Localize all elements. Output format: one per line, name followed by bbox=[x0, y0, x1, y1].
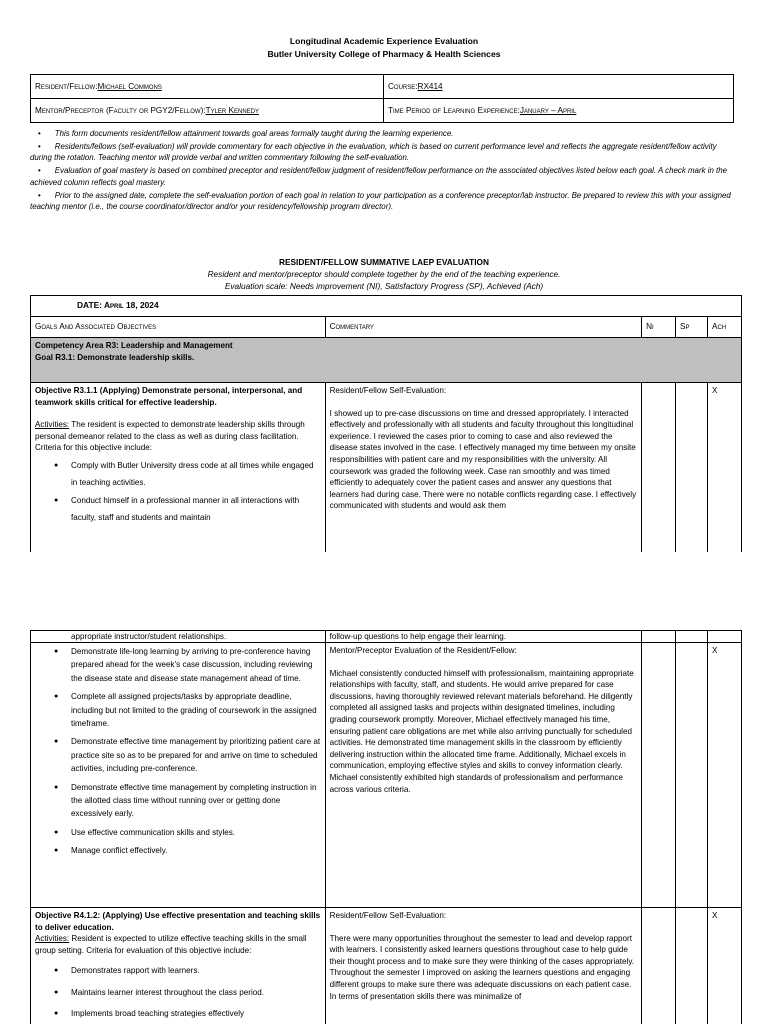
criteria-item: ● Manage conflict effectively. bbox=[35, 844, 321, 857]
criteria-list bbox=[35, 457, 321, 527]
ni-cell bbox=[642, 631, 676, 643]
goal-title: Goal R3.1: Demonstrate leadership skills. bbox=[35, 352, 195, 362]
continued-criteria-cell bbox=[31, 631, 326, 643]
objective-2-activities bbox=[35, 933, 321, 956]
course-cell bbox=[384, 75, 734, 99]
mentor-cell bbox=[31, 99, 384, 123]
activities-text: Resident is expected to utilize effective teaching skills in the small group setting. Criteria for evaluation of this objective include: bbox=[35, 934, 307, 955]
period-value: January – April bbox=[519, 106, 577, 115]
ni-cell bbox=[642, 643, 676, 908]
criteria-item: ● Complete all assigned projects/tasks by appropriate deadline, including but not limited to the grading of coursework in the assigned timeframe. bbox=[35, 690, 321, 730]
self-eval-label: Resident/Fellow Self-Evaluation: bbox=[329, 386, 447, 395]
mentor-value: Tyler Kennedy bbox=[205, 106, 260, 115]
continued-self-eval-cell bbox=[325, 631, 642, 643]
achieved-mark: X bbox=[711, 386, 718, 395]
header-ni-label: Ni bbox=[646, 322, 654, 332]
page-two bbox=[0, 630, 768, 1024]
self-eval-cell bbox=[325, 383, 641, 553]
course-label: Course: bbox=[388, 82, 418, 91]
criteria-item: ● Demonstrate life-long learning by arriving to pre-conference having prepared ahead for the week’s case discussion, including reviewing the disease state and disease state management ahead of time. bbox=[35, 645, 321, 685]
criteria-list-2 bbox=[35, 959, 321, 1024]
competency-title: Competency Area R3: Leadership and Management bbox=[35, 341, 233, 350]
header-commentary bbox=[325, 317, 641, 338]
criteria-item: ● Conduct himself in a professional manner in all interactions with faculty, staff and students and maintain bbox=[35, 492, 321, 527]
header-goals bbox=[31, 317, 326, 338]
period-cell bbox=[384, 99, 734, 123]
mentor-label: Mentor/Preceptor (Faculty or PGY2/Fellow): bbox=[35, 106, 206, 115]
ach-cell bbox=[708, 908, 742, 1024]
header-ni bbox=[642, 317, 676, 338]
activities-label: Activities: bbox=[35, 420, 70, 430]
note-item: • Evaluation of goal mastery is based on combined preceptor and resident/fellow judgment of resident/fellow performance on the associated objectives listed below each goal. A check mark in the achieved column reflects goal mastery. bbox=[30, 165, 738, 188]
criteria-item: ● Use effective communication skills and styles. bbox=[35, 826, 321, 839]
header-ach-label: Ach bbox=[711, 322, 727, 332]
header-goals-label: Goals And Associated Objectives bbox=[35, 322, 157, 332]
date-cell bbox=[31, 296, 742, 317]
sp-cell bbox=[676, 908, 708, 1024]
header-ach bbox=[707, 317, 741, 338]
note-item: • Residents/fellows (self-evaluation) will provide commentary for each objective in the evaluation, which is based on current performance level and reflects the aggregate resident/fellow activity during the rotation. Teaching mentor will provide verbal and written commentary following the self-evaluation. bbox=[30, 141, 738, 164]
header-commentary-label: Commentary bbox=[329, 322, 374, 332]
resident-label: Resident/Fellow: bbox=[35, 82, 98, 91]
achieved-mark: X bbox=[712, 911, 718, 920]
info-table bbox=[30, 74, 734, 123]
ach-cell bbox=[708, 631, 742, 643]
sp-cell bbox=[676, 383, 708, 553]
self-eval-text: I showed up to pre-case discussions on time and dressed appropriately. I interacted effectively and professionally with all students and faculty throughout this longitudinal experience. I reviewed the cases prior to coming to case and also reviewed the disease states involved in the case. I effectively managed my time between my onsite responsibilities with patient care and my responsibilities with the university. All coursework was graded the following week. Case ran smoothly and was timed efficiently to adequately cover the patient cases and answer any questions that learners had during case. There were no notable conflicts regarding case. I effectively communicated with students and would ask them bbox=[329, 408, 637, 511]
header-sp bbox=[676, 317, 708, 338]
note-item: • Prior to the assigned date, complete the self-evaluation portion of each goal in relation to your participation as a conference preceptor/lab instructor. Be prepared to review this with your assigned teaching mentor (i.e., the course coordinator/director and/or your residency/fellowship program director). bbox=[30, 190, 738, 213]
activities-label: Activities: bbox=[35, 934, 70, 944]
period-label: Time Period of Learning Experience: bbox=[388, 106, 520, 115]
competency-row bbox=[31, 338, 742, 383]
criteria-item: ● Maintains learner interest throughout the class period. bbox=[35, 982, 321, 1003]
objective-1-criteria-cont bbox=[31, 643, 326, 908]
criteria-item: ● Comply with Butler University dress code at all times while engaged in teaching activities. bbox=[35, 457, 321, 492]
self-eval-cell-2 bbox=[325, 908, 642, 1024]
objective-1-title: Objective R3.1.1 (Applying) Demonstrate personal, interpersonal, and teamwork skills critical for effective leadership. bbox=[35, 386, 303, 407]
date-label: DATE: April 18, 2024 bbox=[77, 300, 159, 311]
continued-criteria: appropriate instructor/student relationships. bbox=[71, 632, 227, 641]
resident-value: Michael Commons bbox=[97, 82, 162, 91]
activities-text: The resident is expected to demonstrate leadership skills through personal demeanor related to the class as well as during class facilitation. Criteria for this objective include: bbox=[35, 420, 305, 453]
achieved-mark: X bbox=[712, 646, 718, 655]
ach-cell bbox=[708, 643, 742, 908]
section-subtitle-2: Evaluation scale: Needs improvement (NI), Satisfactory Progress (SP), Achieved (Ach) bbox=[224, 281, 544, 291]
course-value: RX414 bbox=[417, 82, 443, 91]
criteria-item: ● Demonstrates rapport with learners. bbox=[35, 959, 321, 982]
criteria-item: ● Demonstrate effective time management by completing instruction in the allotted class time without running over or getting done excessively early. bbox=[35, 781, 321, 821]
self-eval-text-2: There were many opportunities throughout the semester to lead and develop rapport with learners. I consistently asked learners questions throughout case to help guide their thought process and to make sure they were thinking of the cases appropriately. Throughout the semester I improved on asking the learners questions and engaging different groups to make sure there was adequate discussions on each patient case. In terms of presentation skills there was minimalize of bbox=[329, 933, 635, 1001]
sp-cell bbox=[676, 631, 708, 643]
note-item: • This form documents resident/fellow attainment towards goal areas formally taught during the learning experience. bbox=[30, 128, 738, 139]
header-sp-label: Sp bbox=[680, 322, 690, 332]
mentor-eval-text: Michael consistently conducted himself with professionalism, maintaining appropriate relationships with faculty, staff, and students. He would arrive prepared for case discussions, having thoroughly reviewed relevant materials beforehand. He diligently completed all assigned tasks and projects within designated timelines, including grading coursework promptly. Moreover, Michael effectively managed his time, ensuring patient care obligations are met while also arriving punctually for scheduled activities. He demonstrated time management skills in the classroom by efficiently delivering instruction within the allocated time frame. Additionally, Michael excels in communication, employing effective styles and skills to convey information clearly. Michael consistently exhibited high standards of professionalism and performance across various criteria. bbox=[329, 668, 634, 794]
self-eval-label-2: Resident/Fellow Self-Evaluation: bbox=[329, 911, 447, 920]
ni-cell bbox=[642, 383, 676, 553]
mentor-eval-label: Mentor/Preceptor Evaluation of the Resident/Fellow: bbox=[329, 646, 517, 655]
objective-1-activities bbox=[35, 419, 321, 454]
ni-cell bbox=[642, 908, 676, 1024]
criteria-item: ● Implements broad teaching strategies effectively bbox=[35, 1003, 321, 1024]
criteria-item: ● Demonstrate effective time management by prioritizing patient care at practice site so as to be prepared for and arrive on time to scheduled activities, including pre-conference. bbox=[35, 735, 321, 775]
section-title: RESIDENT/FELLOW SUMMATIVE LAEP EVALUATION bbox=[278, 257, 490, 267]
document-title: Longitudinal Academic Experience Evaluation bbox=[289, 36, 479, 46]
ach-cell bbox=[707, 383, 741, 553]
institution-name: Butler University College of Pharmacy & Health Sciences bbox=[267, 49, 501, 59]
objective-2-title: Objective R4.1.2: (Applying) Use effective presentation and teaching skills to deliver education. bbox=[35, 911, 321, 932]
evaluation-table-continued bbox=[30, 630, 742, 1024]
continued-self-eval: follow-up questions to help engage their learning. bbox=[329, 632, 506, 641]
evaluation-table bbox=[30, 295, 742, 552]
mentor-eval-cell bbox=[325, 643, 642, 908]
criteria-list-continued bbox=[35, 645, 321, 858]
section-subtitle-1: Resident and mentor/preceptor should complete together by the end of the teaching experience. bbox=[207, 269, 561, 279]
instruction-notes bbox=[30, 128, 738, 214]
sp-cell bbox=[676, 643, 708, 908]
objective-1-cell bbox=[31, 383, 326, 553]
objective-2-cell bbox=[31, 908, 326, 1024]
resident-cell bbox=[31, 75, 384, 99]
